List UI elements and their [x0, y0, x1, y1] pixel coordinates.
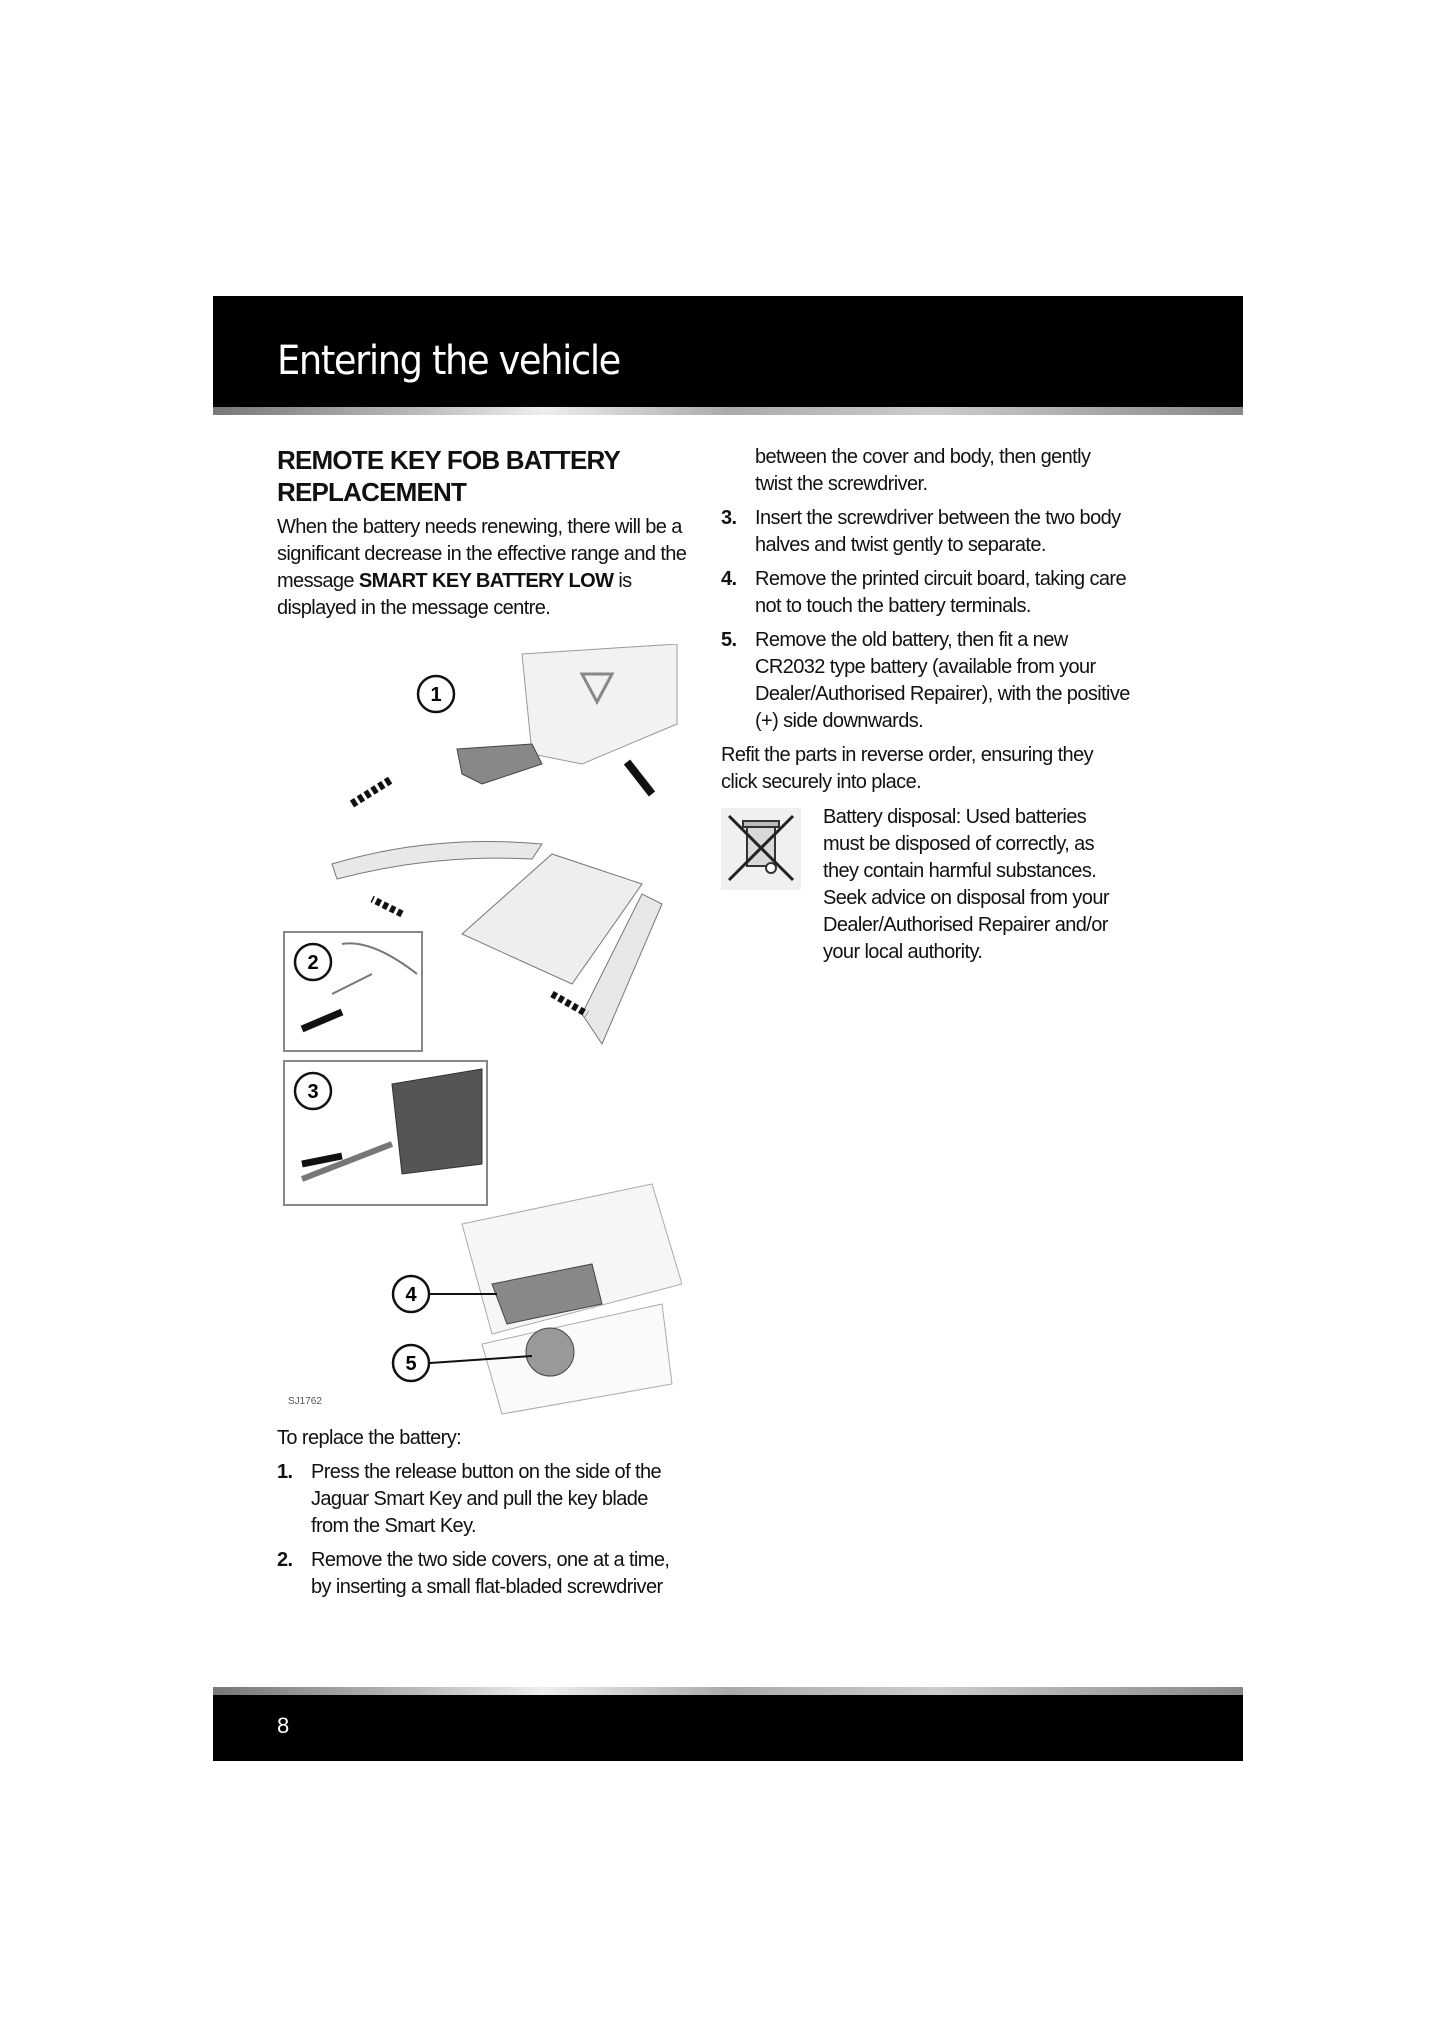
procedure-lead: To replace the battery: [277, 1427, 462, 1449]
step-text: Remove the printed circuit board, taking care not to touch the battery terminals. [755, 568, 1126, 617]
svg-text:4: 4 [405, 1284, 417, 1306]
key-fob-illustration [282, 644, 682, 1424]
step-text: between the cover and body, then gently twist the screwdriver. [755, 446, 1091, 495]
figure-ref: SJ1762 [288, 1396, 322, 1407]
header-divider [213, 407, 1243, 415]
step-4 [721, 566, 1131, 620]
disposal-text: Battery disposal: Used batteries must be disposed of correctly, as they contain harmful substances. Seek advice on disposal from your Dealer/Authorised Repairer and/or your local authority. [823, 806, 1109, 963]
callout-1 [418, 676, 454, 712]
step-number: 2. [277, 1549, 293, 1571]
callout-4 [393, 1276, 429, 1312]
footer-divider [213, 1687, 1243, 1695]
page-number: 8 [277, 1713, 290, 1738]
intro-paragraph [277, 514, 687, 622]
step-2-continued [721, 444, 1131, 498]
right-column [721, 444, 1131, 966]
intro-text-end: is displayed in the message centre. [277, 570, 632, 619]
svg-text:2: 2 [307, 952, 319, 974]
step-2 [277, 1547, 687, 1601]
intro-text: When the battery needs renewing, there will be a significant decrease in the effective range and the message [277, 516, 687, 592]
svg-text:1: 1 [430, 684, 442, 706]
chapter-title: Entering the vehicle [277, 338, 620, 384]
step-text: Remove the two side covers, one at a time, by inserting a small flat-bladed screwdriver [311, 1549, 670, 1598]
left-column [277, 444, 687, 629]
chapter-header [213, 296, 1243, 407]
svg-text:3: 3 [307, 1081, 319, 1103]
callout-3 [295, 1073, 331, 1109]
step-number: 3. [721, 507, 737, 529]
callout-2 [295, 944, 331, 980]
message-text: SMART KEY BATTERY LOW [358, 570, 614, 592]
step-5 [721, 627, 1131, 735]
page-footer [213, 1695, 1243, 1761]
step-text: Remove the old battery, then fit a new CR2032 type battery (available from your Dealer/Authorised Repairer), with the positive (+) side downwards. [755, 629, 1130, 732]
step-number: 1. [277, 1461, 293, 1483]
section-heading: REMOTE KEY FOB BATTERY REPLACEMENT [277, 445, 620, 507]
step-number: 4. [721, 568, 737, 590]
callout-5 [393, 1345, 429, 1381]
step-3 [721, 505, 1131, 559]
step-1 [277, 1459, 687, 1540]
procedure-start [277, 1425, 687, 1608]
battery-disposal-note [721, 804, 1131, 966]
svg-text:5: 5 [405, 1353, 417, 1375]
step-number: 5. [721, 629, 737, 651]
step-text: Insert the screwdriver between the two body halves and twist gently to separate. [755, 507, 1121, 556]
refit-note: Refit the parts in reverse order, ensuring they click securely into place. [721, 744, 1094, 793]
crossed-bin-icon [721, 808, 801, 890]
step-text: Press the release button on the side of the Jaguar Smart Key and pull the key blade from the Smart Key. [311, 1461, 662, 1537]
